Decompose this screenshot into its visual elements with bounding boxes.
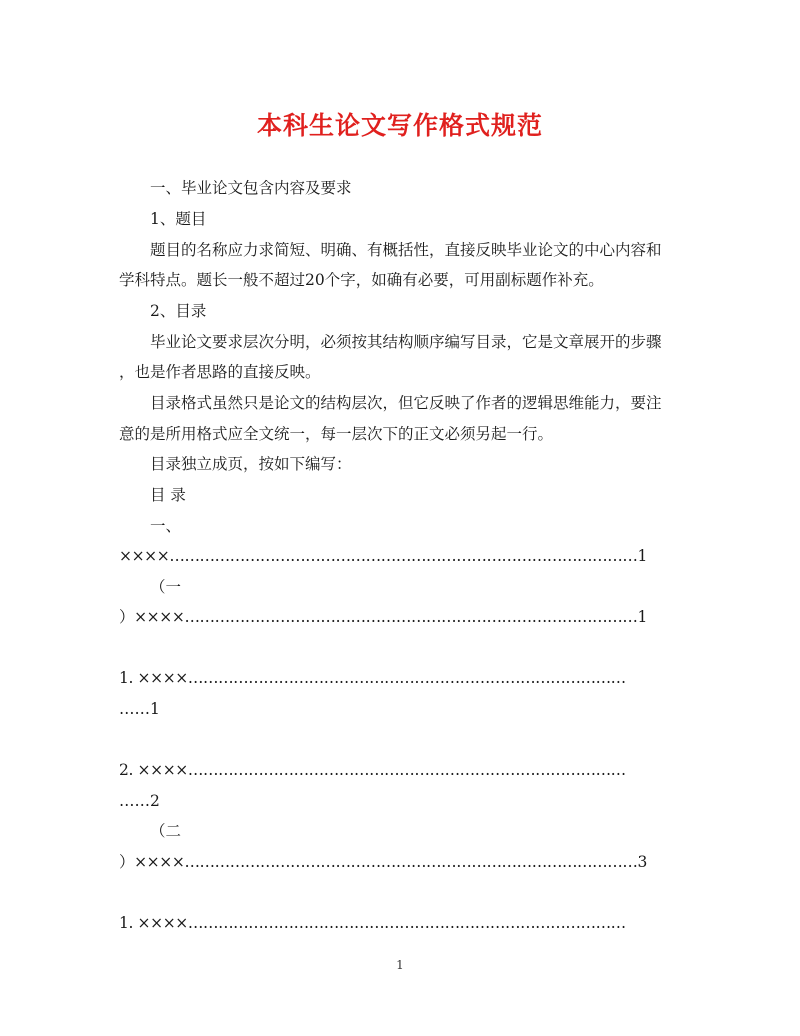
- toc-entry: ××××…………………………………………………………………………………1: [119, 547, 647, 565]
- toc-entry: ）××××………………………………………………………………………………1: [119, 608, 647, 626]
- toc-entry: （一: [150, 578, 182, 596]
- paragraph-line: 目录格式虽然只是论文的结构层次，但它反映了作者的逻辑思维能力，要注: [150, 394, 662, 412]
- paragraph-line: 题目的名称应力求简短、明确、有概括性，直接反映毕业论文的中心内容和: [150, 241, 662, 259]
- subsection-heading: 2、目录: [150, 302, 207, 320]
- toc-entry: 1. ××××……………………………………………………………………………: [119, 914, 626, 932]
- toc-heading: 目 录: [150, 486, 186, 504]
- paragraph-line: ，也是作者思路的直接反映。: [119, 363, 321, 381]
- document-title: 本科生论文写作格式规范: [256, 111, 543, 140]
- toc-entry: ……1: [119, 700, 160, 718]
- toc-entry: 2. ××××……………………………………………………………………………: [119, 761, 626, 779]
- paragraph-line: 学科特点。题长一般不超过20个字，如确有必要，可用副标题作补充。: [119, 271, 604, 289]
- toc-entry: （二: [150, 822, 182, 840]
- paragraph-line: 目录独立成页，按如下编写：: [150, 455, 352, 473]
- section-heading: 一、毕业论文包含内容及要求: [150, 179, 352, 197]
- toc-entry: 一、: [150, 517, 182, 535]
- paragraph-line: 毕业论文要求层次分明，必须按其结构顺序编写目录，它是文章展开的步骤: [150, 333, 662, 351]
- toc-entry: ……2: [119, 792, 160, 810]
- page-number: 1: [396, 958, 404, 972]
- paragraph-line: 意的是所用格式应全文统一，每一层次下的正文必须另起一行。: [119, 425, 554, 443]
- toc-entry: ）××××………………………………………………………………………………3: [119, 853, 647, 871]
- subsection-heading: 1、题目: [150, 210, 207, 228]
- toc-entry: 1. ××××……………………………………………………………………………: [119, 669, 626, 687]
